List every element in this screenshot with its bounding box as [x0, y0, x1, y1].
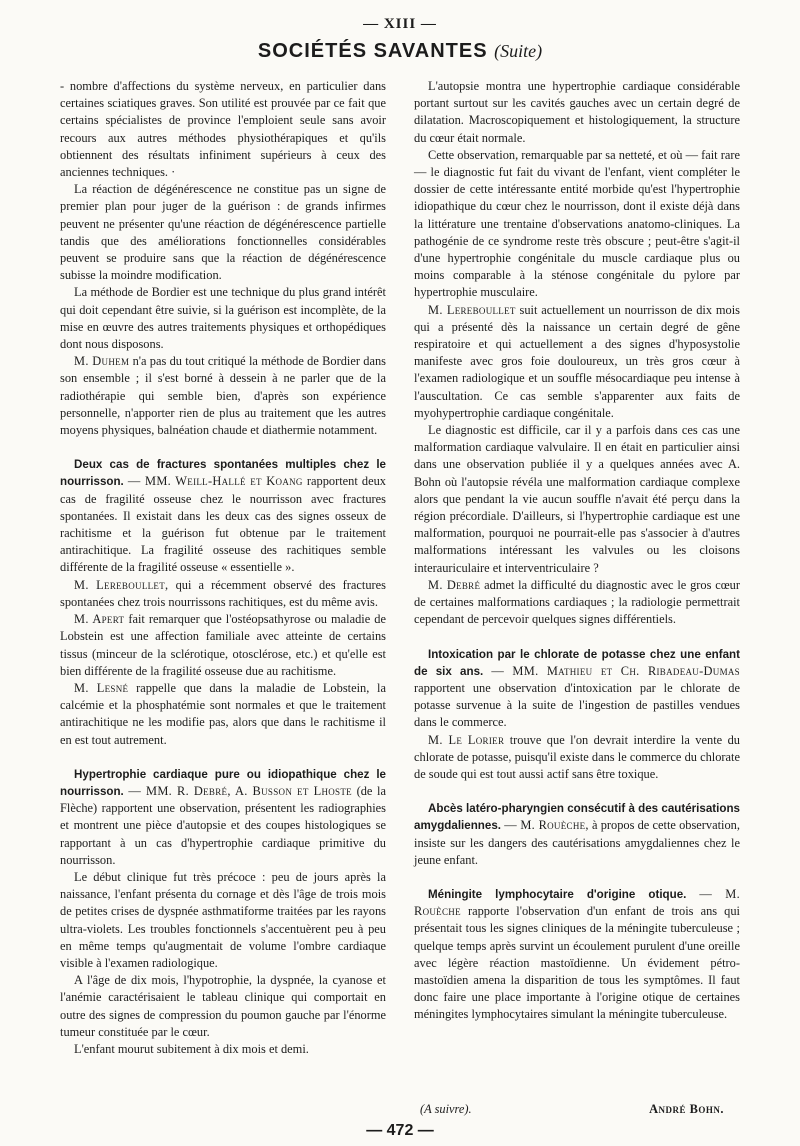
section-fractures — [60, 456, 386, 748]
section-title: Hypertrophie cardiaque pure ou idiopathique chez le nourrisson. — [60, 767, 386, 798]
paragraph-text: trouve que l'on devrait interdire la vente du chlorate de potasse, puisqu'il existe dans le commerce du chlorate de soude qui est tout aussi actif sans être toxique. — [414, 732, 740, 781]
section-paragraph — [414, 646, 740, 732]
speaker-name: M. Lereboullet — [428, 302, 516, 317]
section-authors: — MM. R. Debré, A. Busson et Lhoste — [128, 783, 352, 798]
paragraph-text: rappelle que dans la maladie de Lobstein, la calcémie et la phosphatémie sont normales et que le traitement antirachitique ne les modifie pas, alors que dans le rachitisme il en est tout autrement. — [60, 680, 386, 747]
author-signature: André Bohn. — [649, 1102, 724, 1116]
section-text: rapportent une observation d'intoxication par le chlorate de potasse survenue à la suite de l'ingestion de pastilles vendues dans le commerce. — [414, 680, 740, 730]
page-title — [0, 40, 800, 63]
paragraph: Le diagnostic est difficile, car il y a parfois dans ces cas une malformation cardiaque valvulaire. Il en était en particulier ainsi dans une observation publiée il y a quelques années avec A. Bohn où l'autopsie révéla une malformation cardiaque complexe alors que pendant la vie aucun souffle n'avait été perçu dans la région précordiale. D'ailleurs, si l'hypertrophie cardiaque est une malformation, pourquoi ne pourrait-elle pas s'associer à d'autres malformations intéressant les valvules ou les cloisons interauriculaire et interventriculaire ? — [414, 423, 740, 575]
section-abces — [414, 800, 740, 869]
left-column — [60, 78, 386, 1058]
to-be-continued: (A suivre). — [420, 1102, 472, 1116]
section-paragraph — [414, 886, 740, 1024]
paragraph-text: n'a pas du tout critiqué la méthode de Bordier dans son ensemble ; il s'est borné à dessein à ne parler que de la radiothérapie qui semble bien, d'après son expérience personnelle, n'apporter rien de plus au traitement que les autres moyens physiques, balnéation chaude et diathermie notamment. — [60, 354, 386, 438]
title-text: SOCIÉTÉS SAVANTES — [257, 40, 488, 62]
speaker-name: M. Lesné — [74, 680, 129, 695]
paragraph: L'autopsie montra une hypertrophie cardiaque considérable portant surtout sur les cavités gauches avec un certain degré de dilatation. Macroscopiquement et histologiquement, la structure du cœur était normale. — [414, 79, 740, 145]
paragraph: L'enfant mourut subitement à dix mois et demi. — [74, 1041, 309, 1056]
paragraph-text: admet la difficulté du diagnostic avec le gros cœur de certaines malformations cardiaques ; la radiologie permettrait cependant de percevoir quelques signes différentiels. — [414, 577, 740, 627]
paragraph: - nombre d'affections du système nerveux, en particulier dans certaines sciatiques graves. Son utilité est prouvée par ce fait que certains spécialistes de province l'emploient seule sans avoir recours aux autres méthodes physiothérapiques et qu'ils obtiennent des résultats infiniment supérieurs à ceux des anciennes techniques. · — [60, 79, 386, 180]
speaker-name: M. Le Lorier — [428, 732, 505, 747]
paragraph — [60, 353, 386, 439]
paragraph — [414, 732, 740, 784]
section-text: rapportent deux cas de fragilité osseuse chez le nourrisson avec fractures spontanées. Il existait dans les deux cas des signes osseux de rachitisme et la guérison fut obtenue par le traitement antirachitique. La fragilité osseuse des rachitiques semble différente de la fragilité osseuse « essentielle ». — [60, 474, 387, 575]
paragraph: A l'âge de dix mois, l'hypotrophie, la dyspnée, la cyanose et l'anémie caractérisaient le tableau clinique qui comportait en outre des signes de compression du poumon gauche par l'énorme tumeur constituée par le cœur. — [60, 973, 386, 1039]
page-number: — 472 — — [366, 1122, 434, 1139]
speaker-name: M. Apert — [74, 612, 125, 627]
section-hypertrophie — [60, 766, 386, 1058]
right-column — [414, 78, 740, 1024]
speaker-name: M. Lereboullet, — [74, 577, 169, 592]
paragraph — [414, 302, 740, 422]
section-meningite — [414, 886, 740, 1024]
section-title: Deux cas de fractures spontanées multiples chez le nourrisson. — [60, 458, 386, 489]
speaker-name: M. Debré — [428, 577, 481, 592]
section-text: rapporte l'observation d'un enfant de trois ans qui présentait tous les signes cliniques de la méningite tuberculeuse ; quelque temps après survint un écoulement purulent d'une oreille avec légère réaction mastoïdienne. Un évidement pétro-mastoïdien amena la disparition de tous les symptômes. Il faut donc faire une place importante à l'origine otique de certaines méningites lymphocytaires simulant la méningite tuberculeuse. — [414, 904, 740, 1022]
section-title: Méningite lymphocytaire d'origine otique. — [428, 887, 687, 901]
paragraph: Cette observation, remarquable par sa netteté, et où — fait rare — le diagnostic fut fait du vivant de l'enfant, vient compléter le dossier de cette intéressante entité morbide qu'est l'hypertrophie idiopathique du cœur chez le nourrisson, dont il existe déjà dans la littérature une trentaine d'observations anatomo-cliniques. La pathogénie de ce syndrome reste très obscure ; peut-être s'agit-il d'une hypertrophie congénitale du muscle cardiaque plus ou moins comparable à la sténose congénitale du pylore par hypertrophie musculaire. — [414, 147, 740, 300]
section-authors: — MM. Mathieu et Ch. Ribadeau-Dumas — [491, 663, 740, 678]
article-signoff — [414, 1102, 740, 1117]
section-text: (de la Flèche) rapportent une observation, présentent les radiographies et montrent une pièce d'autopsie et des coupes histologiques se rapportant à un cas d'hypertrophie cardiaque primitive du nourrisson. — [60, 783, 386, 867]
page-roman-numeral: — XIII — — [363, 16, 437, 32]
section-authors: — MM. Weill-Hallé et Koang — [127, 474, 303, 489]
section-paragraph — [60, 766, 386, 869]
paragraph-text: suit actuellement un nourrisson de dix mois qui a présenté dès la naissance un certain degré de gêne respiratoire et qui actuellement a des signes d'hyposystolie manifeste avec gros foie douloureux, un très gros cœur à l'examen radiologique et un souffle mésocardiaque peu intense à l'auscultation. Ce cas semble s'apparenter aux faits de myohypertrophie cardiaque congénitale. — [414, 302, 740, 420]
paragraph: La réaction de dégénérescence ne constitue pas un signe de premier plan pour juger de la guérison : de grands infirmes peuvent ne présenter qu'une réaction de dégénérescence partielle tandis que des améliorations fonctionnelles considérables peuvent se produire sans que la réaction de dégénérescence subisse la moindre modification. — [60, 182, 386, 283]
paragraph — [60, 577, 386, 611]
paragraph-text: qui a récemment observé des fractures spontanées chez trois nourrissons rachitiques, est du même avis. — [60, 577, 386, 609]
section-paragraph — [414, 800, 740, 869]
speaker-name: M. Duhem — [74, 354, 130, 369]
paragraph: La méthode de Bordier est une technique du plus grand intérêt qui doit cependant être suivie, si la guérison est incomplète, de la mise en œuvre des autres traitements physiques et orthopédiques dont nous disposons. — [60, 285, 386, 352]
section-title: Intoxication par le chlorate de potasse chez une enfant de six ans. — [414, 647, 740, 678]
section-authors: — M. Rouèche — [414, 886, 740, 919]
section-paragraph — [60, 456, 386, 576]
paragraph — [60, 611, 386, 680]
paragraph-text: fait remarquer que l'ostéopsathyrose ou maladie de Lobstein est une affection familiale avec atteinte de certains tissus (minceur de la sclérotique, otosclérose, etc.) et qu'elle est bien différente de la fragilité osseuse due au rachitisme. — [60, 612, 386, 678]
paragraph — [414, 577, 740, 629]
title-suffix: (Suite) — [494, 41, 543, 61]
paragraph: Le début clinique fut très précoce : peu de jours après la naissance, l'enfant présenta du cornage et dès l'âge de trois mois de petites crises de dyspnée asthmatiforme traitées par les rayons ultra-violets. Les troubles fonctionnels s'accentuèrent peu à peu en même temps qu'augmentait de volume l'ombre cardiaque visible à l'examen radiologique. — [60, 869, 386, 970]
section-title: Abcès latéro-pharyngien consécutif à des cautérisations amygdaliennes. — [414, 802, 740, 833]
section-text: à propos de cette observation, insiste sur les dangers des cautérisations amygdaliennes chez le jeune enfant. — [414, 818, 740, 867]
paragraph — [60, 680, 386, 749]
section-authors: — M. Rouèche, — [504, 818, 589, 833]
section-intoxication — [414, 646, 740, 784]
